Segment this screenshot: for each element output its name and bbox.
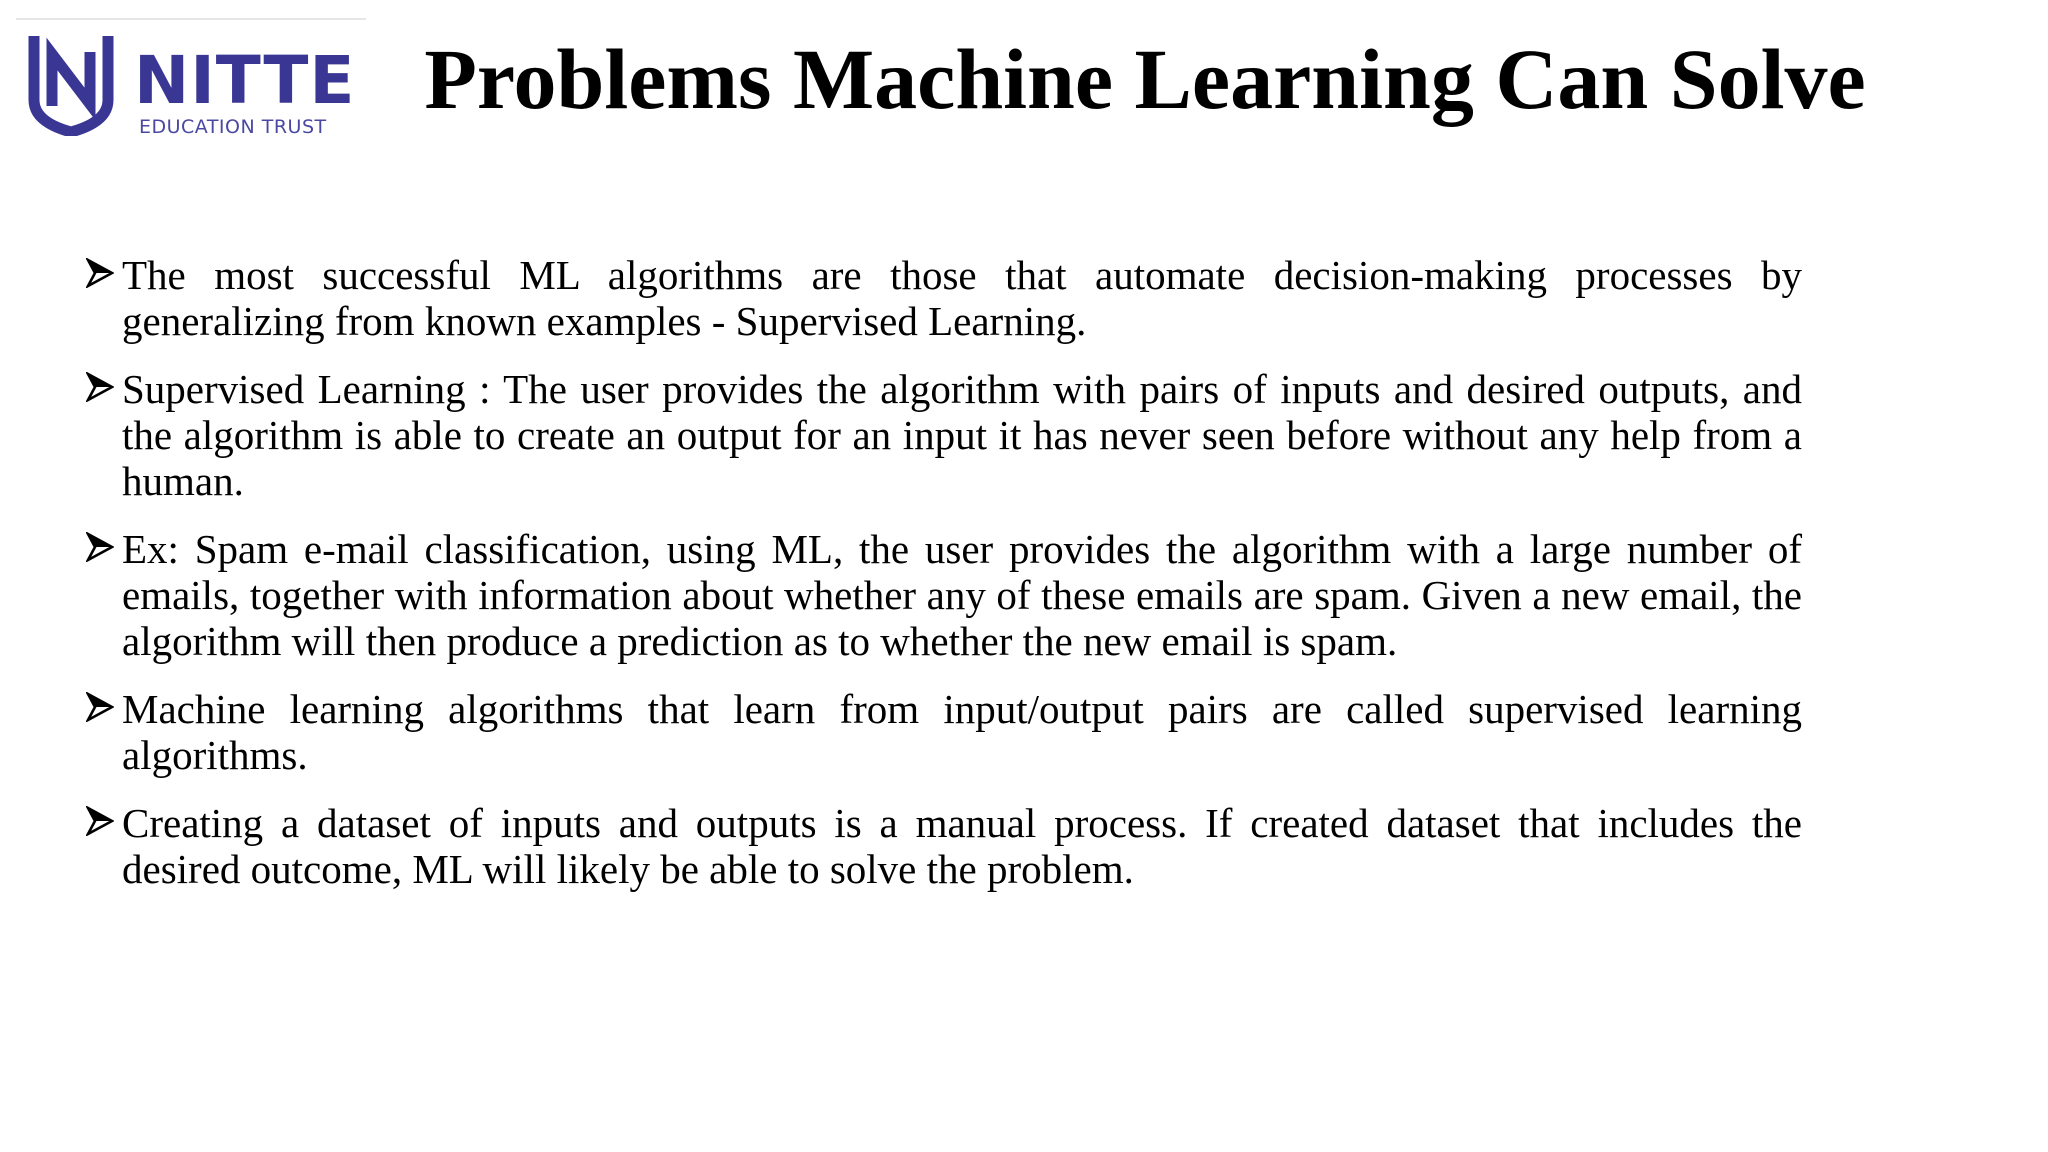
bullet-item [82, 686, 1802, 778]
arrowhead-bullet-icon [86, 806, 114, 836]
bullet-text: Supervised Learning : The user provides the algorithm with pairs of inputs and desired outputs, and the algorithm is able to create an output for an input it has never seen before without any help from a human. [122, 366, 1802, 504]
bullet-list [82, 252, 1802, 914]
nitte-shield-icon [26, 30, 116, 136]
arrowhead-bullet-icon [86, 532, 114, 562]
bullet-item [82, 800, 1802, 892]
arrowhead-bullet-icon [86, 372, 114, 402]
bullet-item [82, 252, 1802, 344]
arrowhead-bullet-icon [86, 692, 114, 722]
slide-title: Problems Machine Learning Can Solve [424, 31, 1866, 127]
bullet-item [82, 526, 1802, 664]
bullet-text: The most successful ML algorithms are those that automate decision-making processes by generalizing from known examples - Supervised Learning. [122, 252, 1802, 344]
logo-subtitle: EDUCATION TRUST [139, 116, 327, 138]
bullet-text: Ex: Spam e-mail classification, using ML, the user provides the algorithm with a large number of emails, together with information about whether any of these emails are spam. Given a new email, the algorithm will then produce a prediction as to whether the new email is spam. [122, 526, 1802, 664]
bullet-text: Creating a dataset of inputs and outputs is a manual process. If created dataset that includes the desired outcome, ML will likely be able to solve the problem. [122, 800, 1802, 892]
bullet-text: Machine learning algorithms that learn from input/output pairs are called supervised learning algorithms. [122, 686, 1802, 778]
logo-wordmark: NITTE [134, 42, 356, 119]
arrowhead-bullet-icon [86, 258, 114, 288]
bullet-item [82, 366, 1802, 504]
nitte-logo [16, 18, 366, 143]
